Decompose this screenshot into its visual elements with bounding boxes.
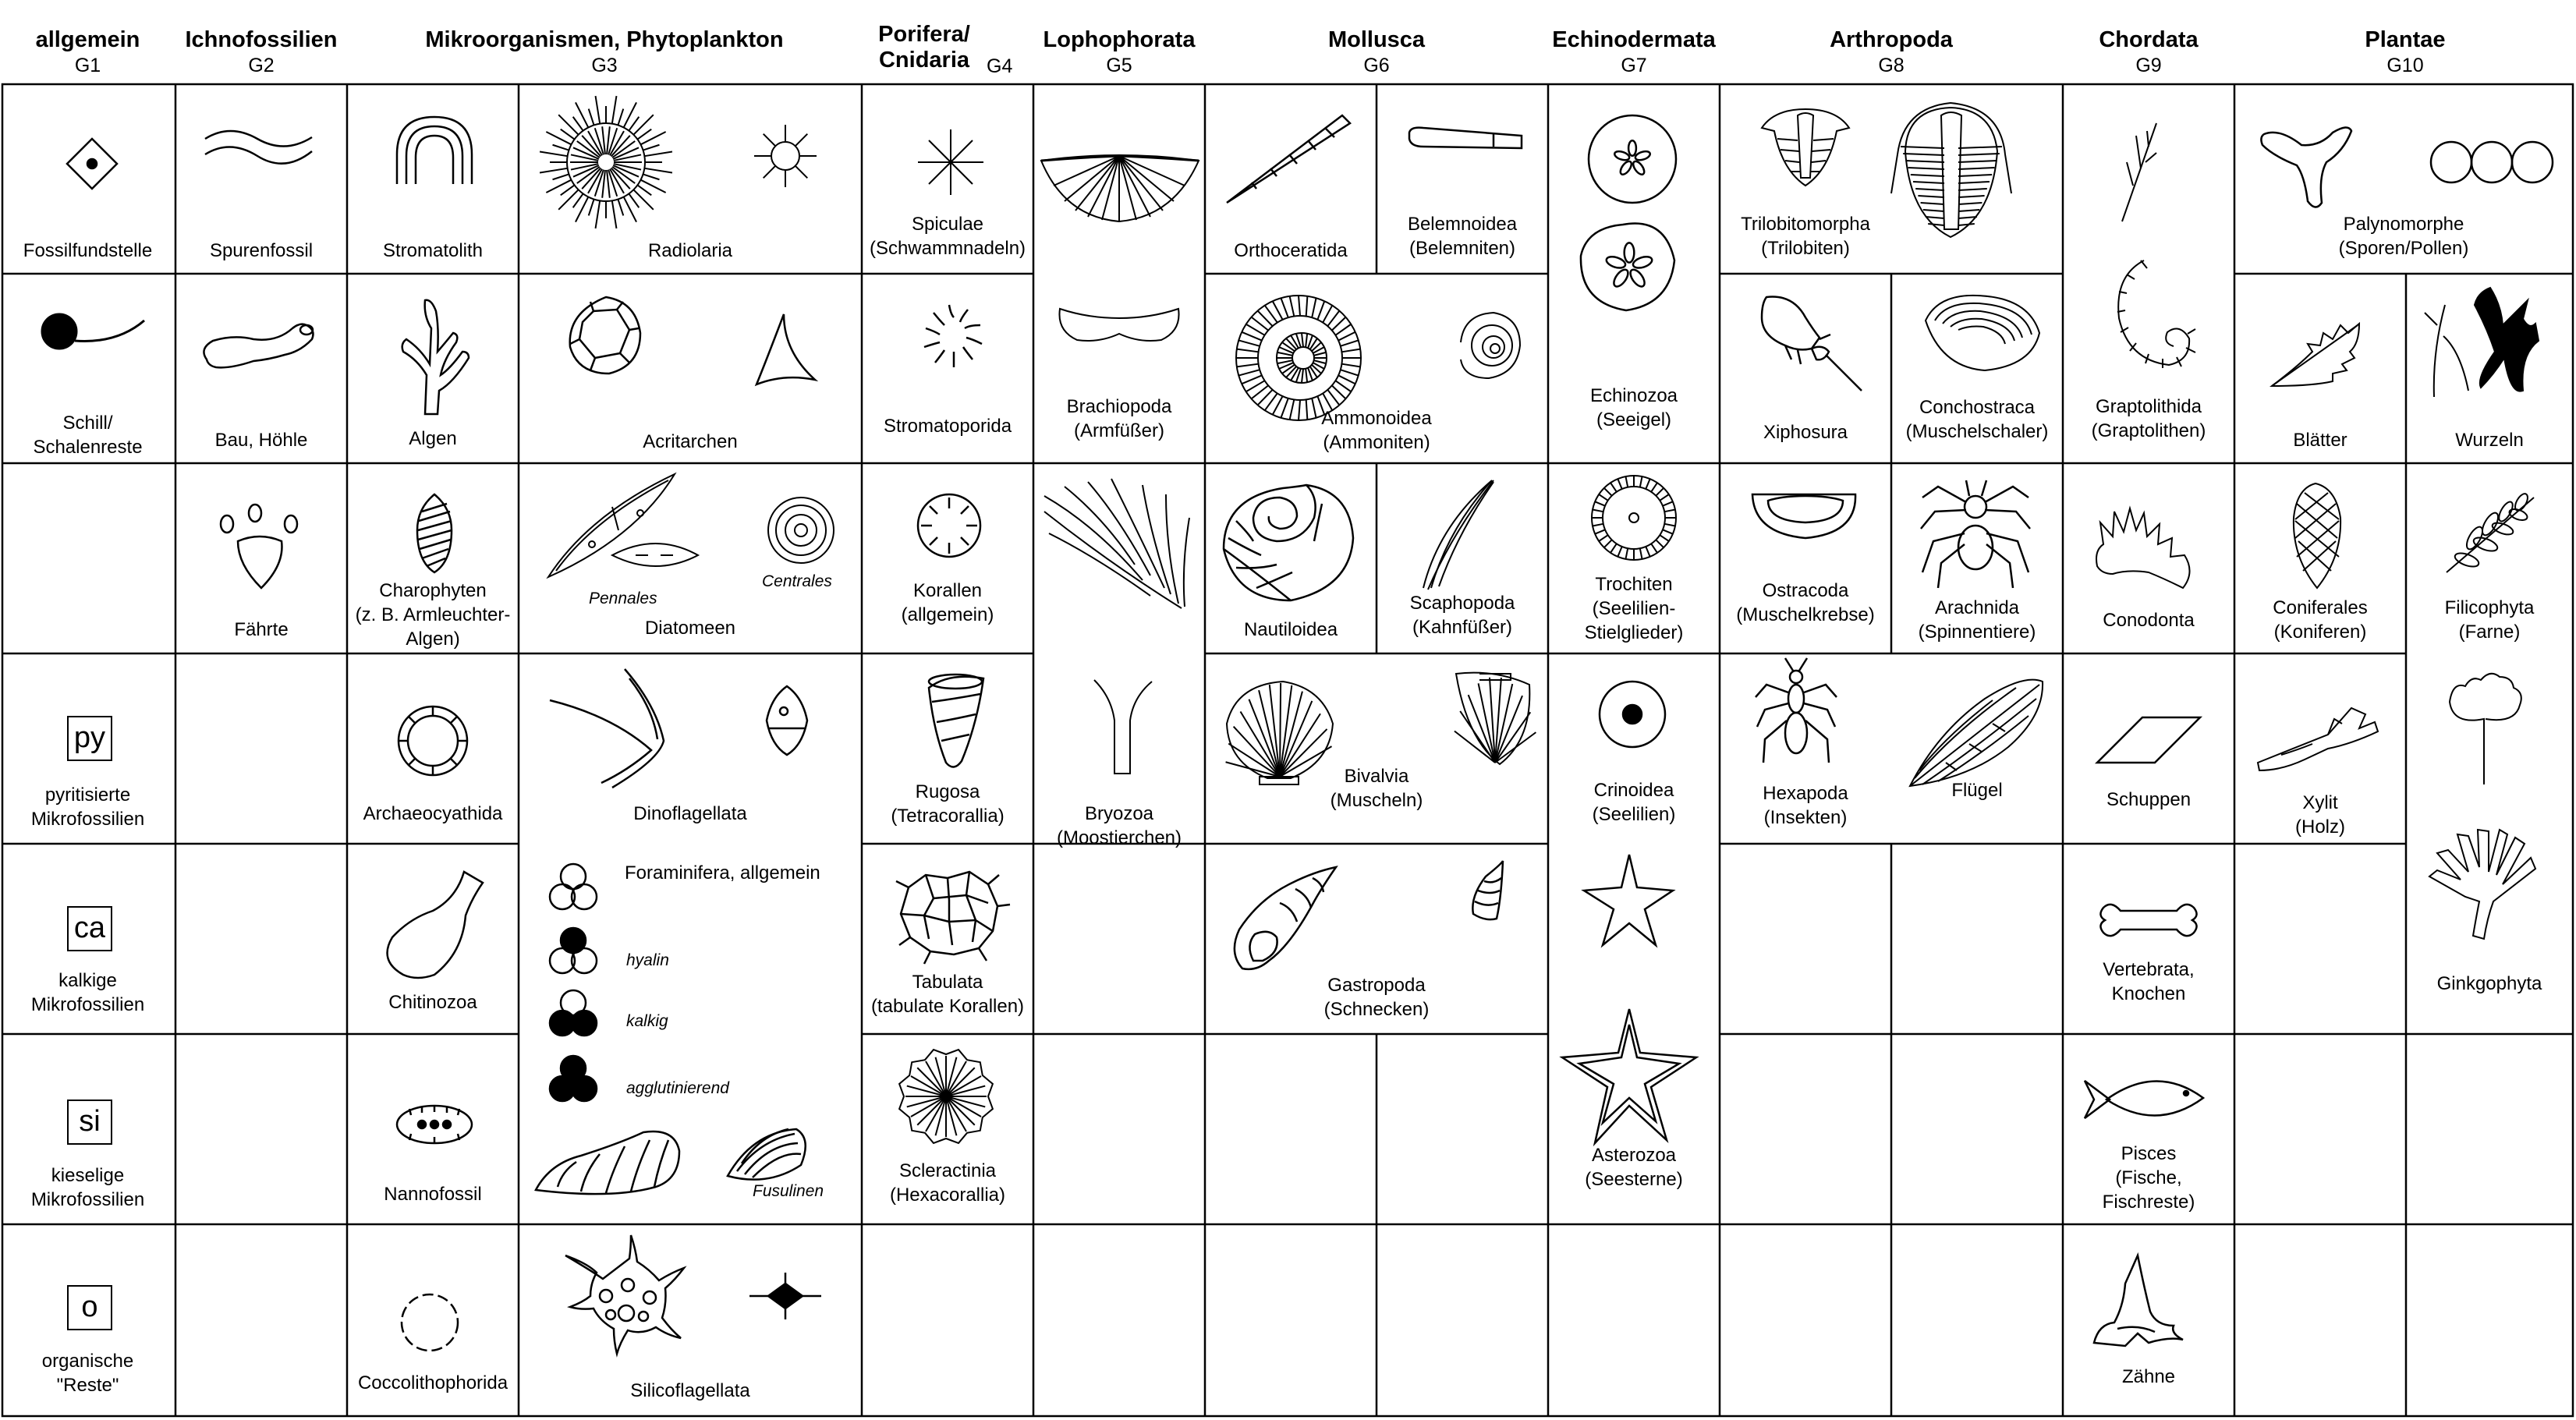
cell-echinozoa (1548, 84, 1720, 463)
header-title: Echinodermata (1552, 27, 1716, 52)
label: Pisces (Fische, Fischreste) (2102, 1143, 2195, 1213)
cell-pisces (2063, 1034, 2234, 1224)
label: Acritarchen (643, 431, 738, 452)
label-hyalin: hyalin (626, 951, 669, 969)
label: kalkige Mikrofossilien (30, 970, 145, 1015)
cell-conodonta (2063, 463, 2234, 653)
cell-spurenfossil (175, 84, 347, 274)
label: Schill/ Schalenreste (33, 413, 143, 458)
header-title: Arthropoda (1830, 27, 1953, 52)
label: Xiphosura (1763, 422, 1848, 443)
cell-foraminifera (519, 844, 862, 1224)
header-title: Mikroorganismen, Phytoplankton (425, 27, 784, 52)
label: Gastropoda (Schnecken) (1323, 975, 1430, 1020)
cell-schuppen (2063, 653, 2234, 844)
label: Coniferales (Koniferen) (2273, 597, 2368, 643)
code-box-py: py (67, 716, 112, 761)
cell-stromatolith (347, 84, 519, 274)
label: Stromatoporida (883, 416, 1012, 437)
label-centrales: Centrales (762, 572, 832, 590)
cell-charophyten (347, 463, 519, 653)
header-group: G8 (1878, 54, 1905, 76)
cell-nautiloidea (1205, 463, 1377, 653)
label: Orthoceratida (1234, 240, 1348, 261)
label: organische "Reste" (41, 1351, 134, 1396)
label: Fährte (234, 619, 289, 640)
cell-graptolithida (2063, 84, 2234, 463)
cell-scaphopoda (1377, 463, 1548, 653)
label: Blätter (2293, 430, 2347, 451)
cell-acritarchen (519, 274, 862, 463)
header-title: Lophophorata (1043, 27, 1196, 52)
label: Filicophyta (Farne) (2444, 597, 2535, 643)
header-title: Ichnofossilien (185, 27, 338, 52)
header-group: G5 (1106, 54, 1132, 76)
cell-pyrit (0, 653, 175, 844)
label: Chitinozoa (388, 992, 477, 1013)
label-kalkig: kalkig (626, 1012, 668, 1030)
cell-coniferales (2234, 463, 2406, 653)
label: Dinoflagellata (633, 803, 747, 824)
label-pennales: Pennales (589, 590, 657, 607)
label: Graptolithida (Graptolithen) (2091, 396, 2206, 441)
label: Spurenfossil (209, 240, 314, 261)
cell-asterozoa (1548, 844, 1720, 1224)
cell-kalkig-mf (0, 844, 175, 1034)
cell-xylit (2234, 653, 2406, 844)
cell-trochiten (1548, 463, 1720, 653)
cell-gastropoda (1205, 844, 1548, 1034)
header-group: G10 (2386, 54, 2424, 76)
label: Ostracoda (Muschelkrebse) (1736, 580, 1875, 625)
label: Conchostraca (Muschelschaler) (1905, 397, 2049, 442)
bivalve-icon (1205, 653, 1548, 844)
label: Tabulata (tabulate Korallen) (870, 972, 1025, 1017)
label: Trochiten (Seelilien- Stielglieder) (1584, 574, 1684, 643)
label: Korallen (allgemein) (901, 580, 994, 625)
label: Charophyten (z. B. Armleuchter- Algen) (355, 580, 511, 650)
label: Ginkgophyta (2436, 973, 2542, 994)
label: Diatomeen (644, 618, 736, 639)
header-title: Porifera/ Cnidaria (878, 22, 970, 73)
cell-ginkgophyta (2406, 653, 2573, 1034)
cell-arachnida (1891, 463, 2063, 653)
bryozoan-icon (1033, 463, 1205, 844)
header-group: G9 (2135, 54, 2162, 76)
header-group: G6 (1363, 54, 1390, 76)
label: Silicoflagellata (630, 1380, 750, 1401)
label: Arachnida (Spinnentiere) (1918, 597, 2036, 643)
cell-trilobitomorpha (1720, 84, 2063, 274)
header-title: Plantae (2365, 27, 2446, 52)
label: Scleractinia (Hexacorallia) (889, 1160, 1006, 1206)
cell-bivalvia (1205, 653, 1548, 844)
cell-radiolaria (519, 84, 862, 274)
label: Bau, Höhle (214, 430, 308, 451)
cell-spiculae (862, 84, 1033, 274)
header-group: G2 (248, 54, 275, 76)
cell-crinoidea (1548, 653, 1720, 844)
label: Schuppen (2106, 789, 2192, 810)
cell-orthoceratida (1205, 84, 1377, 274)
cell-ammonoidea (1205, 274, 1548, 463)
label: Zähne (2121, 1366, 2176, 1387)
label-agglutinierend: agglutinierend (626, 1079, 729, 1097)
cell-scleractinia (862, 1034, 1033, 1224)
cell-silicoflagellata (519, 1224, 862, 1416)
label: Crinoidea (Seelilien) (1592, 780, 1676, 825)
label: Palynomorphe (Sporen/Pollen) (2338, 214, 2469, 259)
cell-vertebrata (2063, 844, 2234, 1034)
code-box-si: si (67, 1100, 112, 1145)
cell-archaeocyathida (347, 653, 519, 844)
label: Foraminifera, allgemein (625, 862, 820, 884)
cell-coccolithophorida (347, 1224, 519, 1416)
cell-conchostraca (1891, 274, 2063, 463)
header-group: G3 (591, 54, 618, 76)
label: Asterozoa (Seesterne) (1585, 1145, 1683, 1190)
header-title: allgemein (35, 27, 140, 52)
label: Ammonoidea (Ammoniten) (1321, 408, 1432, 453)
label: Nannofossil (384, 1184, 482, 1205)
cell-stromatoporida (862, 274, 1033, 463)
label: Conodonta (2103, 610, 2195, 631)
label: Coccolithophorida (357, 1372, 508, 1393)
cell-fluegel (1891, 653, 2063, 844)
cell-korallen (862, 463, 1033, 653)
label: Stromatolith (382, 240, 484, 261)
header-group: G7 (1621, 54, 1647, 76)
cell-rugosa (862, 653, 1033, 844)
cell-organisch (0, 1224, 175, 1416)
cell-dinoflagellata (519, 653, 862, 844)
cell-algen (347, 274, 519, 463)
label: Echinozoa (Seeigel) (1589, 385, 1678, 430)
label: Hexapoda (Insekten) (1763, 783, 1848, 828)
label: pyritisierte Mikrofossilien (30, 784, 145, 830)
code-box-ca: ca (67, 906, 112, 951)
cell-bau (175, 274, 347, 463)
label: kieselige Mikrofossilien (30, 1165, 145, 1210)
label: Trilobitomorpha (Trilobiten) (1741, 214, 1870, 259)
label: Archaeocyathida (363, 803, 503, 824)
label: Wurzeln (2455, 430, 2524, 451)
label: Nautiloidea (1243, 619, 1338, 640)
insect-wing-icon (1891, 653, 2063, 844)
header-group: G1 (74, 54, 101, 76)
cell-belemnoidea (1377, 84, 1548, 274)
cell-filicophyta (2406, 463, 2573, 653)
cell-palynomorphe (2234, 84, 2573, 274)
cell-zaehne (2063, 1224, 2234, 1416)
cell-faehrte (175, 463, 347, 653)
cell-wurzeln (2406, 274, 2573, 463)
cell-blaetter (2234, 274, 2406, 463)
cell-schill (0, 274, 175, 463)
cell-nannofossil (347, 1034, 519, 1224)
foraminifera-icon (519, 844, 862, 1224)
cell-brachiopoda (1033, 84, 1205, 463)
label: Bivalvia (Muscheln) (1330, 766, 1423, 811)
cell-kieselig-mf (0, 1034, 175, 1224)
label: Flügel (1951, 780, 2003, 801)
cell-fossilfundstelle (0, 84, 175, 274)
label-fusulinen: Fusulinen (753, 1182, 824, 1200)
cell-bryozoa (1033, 463, 1205, 848)
label: Rugosa (Tetracorallia) (891, 781, 1005, 827)
fish-scale-icon (2063, 653, 2234, 844)
cell-hexapoda (1720, 653, 1891, 844)
cell-diatomeen (519, 463, 862, 653)
label: Brachiopoda (Armfüßer) (1066, 396, 1172, 441)
cell-tabulata (862, 844, 1033, 1034)
header-title: Chordata (2099, 27, 2199, 52)
label: Vertebrata, Knochen (2103, 959, 2195, 1004)
label: Radiolaria (647, 240, 733, 261)
cell-xiphosura (1720, 274, 1891, 463)
label: Bryozoa (Moostierchen) (1056, 803, 1182, 848)
label: Scaphopoda (Kahnfüßer) (1409, 593, 1515, 638)
cell-chitinozoa (347, 844, 519, 1034)
code-box-o: o (67, 1285, 112, 1330)
label: Spiculae (Schwammnadeln) (869, 214, 1026, 259)
cell-ostracoda (1720, 463, 1891, 653)
label: Xylit (Holz) (2295, 792, 2345, 837)
header-title: Mollusca (1327, 27, 1426, 52)
header-group: G4 (987, 55, 1013, 77)
label: Fossilfundstelle (23, 240, 153, 261)
label: Algen (409, 428, 457, 449)
label: Belemnoidea (Belemniten) (1407, 214, 1518, 259)
